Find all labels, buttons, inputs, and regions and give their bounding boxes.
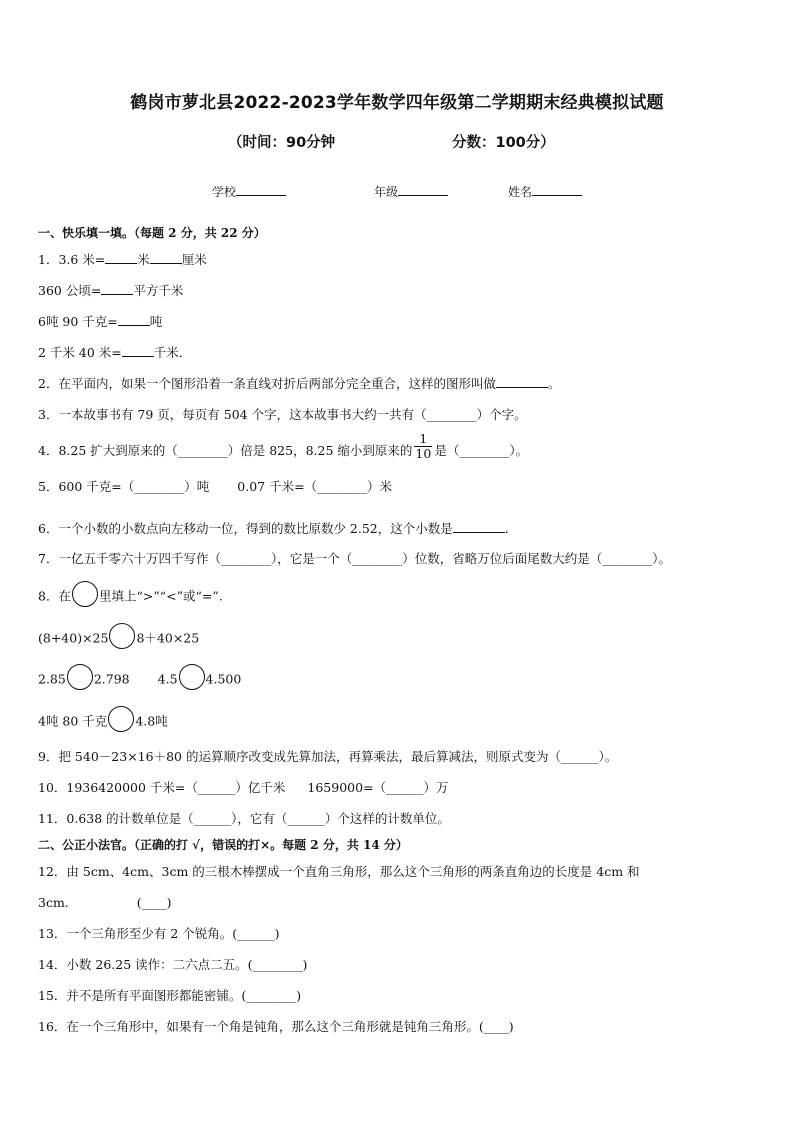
compare-circle[interactable] bbox=[108, 706, 134, 732]
q6-end: . bbox=[504, 521, 509, 536]
q16: 16．在一个三角形中，如果有一个角是钝角，那么这个三角形就是钝角三角形。(____) bbox=[38, 1019, 514, 1034]
school-label: 学校 bbox=[212, 185, 237, 199]
q1-a-text: 1．3.6 米= bbox=[38, 252, 106, 267]
q1-line-b bbox=[38, 282, 183, 299]
q1-c-unit: 吨 bbox=[149, 314, 163, 329]
q12-line-2 bbox=[38, 895, 172, 911]
q2-text: 2．在平面内，如果一个图形沿着一条直线对折后两部分完全重合，这样的图形叫做 bbox=[38, 376, 496, 391]
q8-r2b-left: 4.5 bbox=[157, 671, 178, 687]
q2-end: 。 bbox=[547, 376, 561, 391]
grade-field bbox=[374, 183, 448, 200]
q1-b-blank bbox=[101, 282, 133, 295]
q1-a-blank-1 bbox=[105, 251, 137, 264]
q12-answer-blank: (____) bbox=[136, 895, 172, 910]
q10-part-b: 1659000=（______）万 bbox=[307, 780, 449, 795]
q8-r2a-left: 2.85 bbox=[38, 671, 66, 687]
compare-circle[interactable] bbox=[109, 623, 135, 649]
q8-r2b-right: 4.500 bbox=[205, 671, 242, 687]
q1-a-blank-2 bbox=[150, 251, 182, 264]
page-title: 鹤岗市萝北县2022-2023学年数学四年级第二学期期末经典模拟试题 bbox=[130, 93, 664, 113]
section-1-heading: 一、快乐填一填。（每题 2 分，共 22 分） bbox=[38, 226, 266, 240]
q8-row-3 bbox=[38, 712, 168, 732]
q9: 9．把 540－23×16＋80 的运算顺序改变成先算加法，再算乘法，最后算减法，则原式变为（______）。 bbox=[38, 749, 618, 764]
q6-text: 6．一个小数的小数点向左移动一位，得到的数比原数少 2.52，这个小数是 bbox=[38, 521, 453, 536]
compare-circle[interactable] bbox=[179, 664, 205, 690]
q3: 3．一本故事书有 79 页，每页有 504 个字，这本故事书大约一共有（________）个字。 bbox=[38, 407, 527, 422]
q4-text: 4．8.25 扩大到原来的（________）倍是 825，8.25 缩小到原来的 bbox=[38, 443, 413, 458]
q5-part-b: 0.07 千米=（________）米 bbox=[237, 479, 393, 494]
q14: 14．小数 26.25 读作：二六点二五。(________) bbox=[38, 957, 308, 972]
fraction-numerator: 1 bbox=[414, 432, 432, 447]
answer-circle bbox=[72, 581, 98, 607]
section-2-heading: 二、公正小法官。（正确的打 √，错误的打×。每题 2 分，共 14 分） bbox=[38, 838, 408, 852]
q12-line-1: 12．由 5cm、4cm、3cm 的三根木棒摆成一个直角三角形，那么这个三角形的两条直角边的长度是 4cm 和 bbox=[38, 864, 640, 879]
name-blank bbox=[532, 184, 582, 196]
q15: 15．并不是所有平面图形都能密铺。(________) bbox=[38, 988, 302, 1003]
q13: 13．一个三角形至少有 2 个锐角。(______) bbox=[38, 926, 280, 941]
name-label: 姓名 bbox=[508, 185, 533, 199]
q5-part-a: 5．600 千克=（________）吨 bbox=[38, 479, 210, 494]
q4-fraction bbox=[414, 432, 432, 461]
q1-b-text: 360 公顷= bbox=[38, 283, 102, 298]
q8-r3-right: 4.8吨 bbox=[135, 713, 168, 729]
q1-line-d bbox=[38, 344, 191, 361]
q10-part-a: 10．1936420000 千米=（______）亿千米 bbox=[38, 780, 286, 795]
q8-r2a-right: 2.798 bbox=[93, 671, 130, 687]
q4 bbox=[38, 431, 529, 461]
fraction-denominator: 10 bbox=[415, 446, 432, 461]
q8-text: 8．在 bbox=[38, 588, 71, 604]
q1-a-unit-2: 厘米 bbox=[181, 252, 207, 267]
q2 bbox=[38, 375, 560, 392]
q2-blank bbox=[496, 375, 548, 388]
q10 bbox=[38, 780, 449, 796]
q12-text: 3cm. bbox=[38, 895, 69, 910]
q6 bbox=[38, 520, 509, 537]
q8-row-1 bbox=[38, 629, 199, 649]
q5 bbox=[38, 479, 392, 495]
q11: 11．0.638 的计数单位是（______），它有（______）个这样的计数单位。 bbox=[38, 811, 450, 826]
q8 bbox=[38, 587, 223, 607]
q1-d-unit: 千米． bbox=[153, 345, 192, 360]
school-field bbox=[212, 183, 286, 200]
time-info: （时间：90分钟 bbox=[228, 135, 336, 151]
q1-d-text: 2 千米 40 米= bbox=[38, 345, 122, 360]
q1-d-blank bbox=[122, 344, 154, 357]
q1-c-text: 6吨 90 千克= bbox=[38, 314, 118, 329]
compare-circle[interactable] bbox=[67, 664, 93, 690]
q1-line-c bbox=[38, 313, 162, 330]
q7: 7．一亿五千零六十万四千写作（________），它是一个（________）位数，省略万位后面尾数大约是（________）。 bbox=[38, 551, 671, 566]
grade-label: 年级 bbox=[374, 185, 399, 199]
q8-instruction: 里填上“>”“<”或“=”. bbox=[98, 588, 223, 604]
grade-blank bbox=[398, 184, 448, 196]
q1-c-blank bbox=[118, 313, 150, 326]
name-field bbox=[508, 183, 582, 200]
q1-b-unit: 平方千米 bbox=[133, 283, 184, 298]
school-blank bbox=[236, 184, 286, 196]
q8-row-2 bbox=[38, 670, 241, 690]
q8-r1-right: 8＋40×25 bbox=[136, 630, 200, 646]
q8-r3-left: 4吨 80 千克 bbox=[38, 713, 108, 729]
q4-end: 是（________）。 bbox=[434, 443, 529, 458]
q1-a-unit: 米 bbox=[137, 252, 150, 267]
score-info: 分数：100分） bbox=[452, 135, 555, 151]
q6-blank bbox=[453, 520, 505, 533]
q8-r1-left: (8+40)×25 bbox=[38, 630, 109, 646]
q1-line-a bbox=[38, 251, 207, 268]
